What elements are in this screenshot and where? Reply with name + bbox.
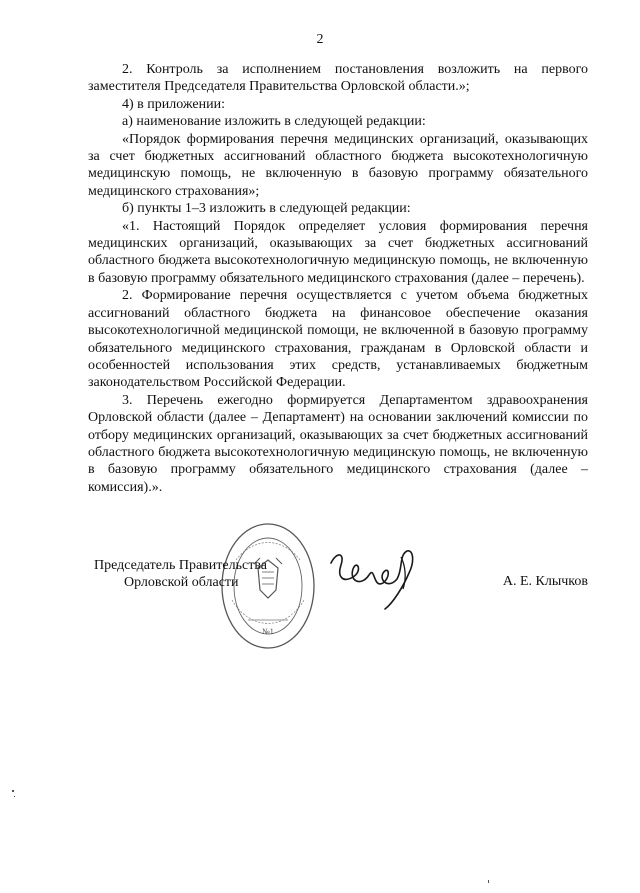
handwritten-signature xyxy=(323,543,423,613)
paragraph-item-b: б) пункты 1–3 изложить в следующей редакции: xyxy=(122,201,411,217)
paragraph-title-quote: «Порядок формирования перечня медицинских организаций, оказывающих за счет бюджетных ассигнований областного бюджета высокотехнологичную медицинскую помощь, не включенную в базовую программу обязательного медицинского страхования»; xyxy=(88,131,588,199)
paragraph-point-1: «1. Настоящий Порядок определяет условия формирования перечня медицинских организаций, оказывающих за счет бюджетных ассигнований областного бюджета высокотехнологичную медицинскую помощь, не включенную в базовую программу обязательного медицинского страхования (далее – перечень). xyxy=(88,218,588,286)
paragraph-control: 2. Контроль за исполнением постановления возложить на первого заместителя Председателя Правительства Орловской области.»; xyxy=(88,62,588,95)
signature-block xyxy=(88,555,588,675)
signatory-title-line-2: Орловской области xyxy=(124,575,239,590)
page-number: 2 xyxy=(316,32,324,47)
signatory-name: А. Е. Клычков xyxy=(502,574,588,589)
paragraph-point-2: 2. Формирование перечня осуществляется с учетом объема бюджетных ассигнований областного бюджета на финансовое обеспечение оказания высокотехнологичной медицинской помощи, не включенной в базовую программу обязательного медицинского страхования, гражданам в Орловской области и особенностей использования этих средств, устанавливаемых бюджетным законодательством Российской Федерации. xyxy=(88,288,588,391)
seal-center-text: №1 xyxy=(262,627,274,636)
scan-speck xyxy=(14,796,15,797)
signatory-title-line-1: Председатель Правительства xyxy=(94,558,267,573)
paragraph-point-3: 3. Перечень ежегодно формируется Департаментом здравоохранения Орловской области (далее – Департамент) на основании заключений комиссии по отбору медицинских организаций, оказывающих за счет бюджетных ассигнований областного бюджета высокотехнологичную медицинскую помощь, не включенную в базовую программу обязательного медицинского страхования (далее – комиссия).». xyxy=(88,392,588,495)
paragraph-appendix: 4) в приложении: xyxy=(122,96,225,112)
document-body xyxy=(88,61,588,496)
paragraph-item-a: а) наименование изложить в следующей редакции: xyxy=(122,114,426,130)
scan-speck xyxy=(12,790,14,792)
scan-speck xyxy=(488,880,489,883)
